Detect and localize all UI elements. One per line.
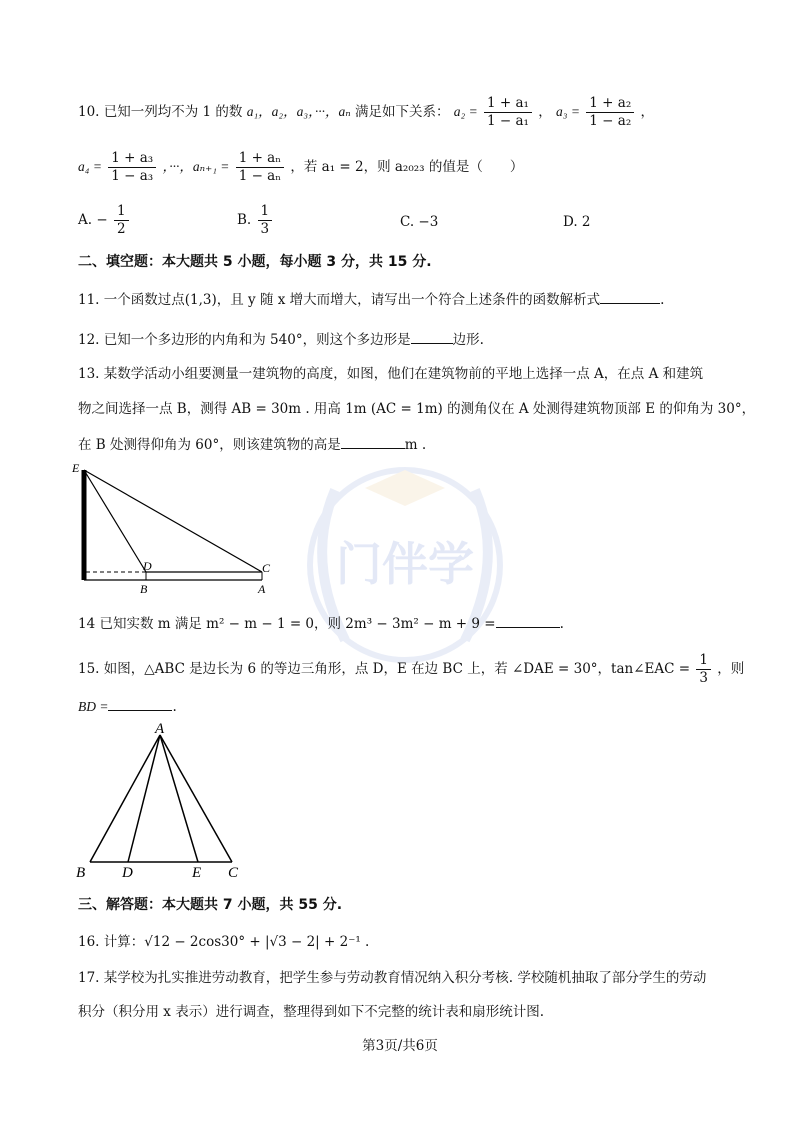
q10-a4-num: 1 + a₃ xyxy=(108,150,156,168)
q10-option-a-sign: − xyxy=(96,212,108,228)
q11: 11. 一个函数过点(1,3)，且 y 随 x 增大而增大，请写出一个符合上述条件的函数解析式 . xyxy=(78,292,665,308)
q13-line3-text: 在 B 处测得仰角为 60°，则该建筑物的高是 xyxy=(78,437,341,453)
q10-a4-lhs: a₄ = xyxy=(78,159,102,174)
q15-tail: ，则 xyxy=(717,661,745,677)
q13-line2: 物之间选择一点 B，测得 AB = 30m . 用高 1m (AC = 1m) 的测角仪在 A 处测得建筑物顶部 E 的仰角为 30°， xyxy=(78,401,756,417)
q15-den: 3 xyxy=(699,670,708,686)
segment-ad xyxy=(128,735,160,862)
label-c: C xyxy=(228,865,239,881)
q15-num: 1 xyxy=(696,652,711,670)
q10-a4-den: 1 − a₃ xyxy=(111,168,154,184)
label-e: E xyxy=(72,461,80,475)
q10-option-a xyxy=(78,203,131,238)
q10-ask: ，若 a₁ = 2，则 a₂₀₂₃ 的值是（ ） xyxy=(290,159,524,175)
side-ab xyxy=(90,735,160,862)
q10-an-fraction xyxy=(236,150,284,185)
q12 xyxy=(78,328,484,348)
q10-a3-lhs: a₃ = xyxy=(556,104,580,119)
q10-an-den: 1 − aₙ xyxy=(238,168,282,184)
q12-tail: 边形. xyxy=(452,332,484,348)
watermark xyxy=(275,450,535,670)
label-e: E xyxy=(192,865,202,881)
figure-triangle xyxy=(70,720,250,885)
label-d: D xyxy=(122,865,133,881)
q15-answer-blank xyxy=(108,697,172,711)
q12-text: 12. 已知一个多边形的内角和为 540°，则这个多边形是 xyxy=(78,332,411,348)
q15-line1 xyxy=(78,652,744,687)
q10-sequence: a₁，a₂，a₃，···，aₙ xyxy=(246,104,351,119)
q10-option-a-label: A. xyxy=(78,212,93,228)
q11-text: 11. 一个函数过点(1,3)，且 y 随 x 增大而增大，请写出一个符合上述条件的函数解析式 xyxy=(78,292,601,308)
q16: 16. 计算：√12 − 2cos30° + |√3 − 2| + 2⁻¹ . xyxy=(78,934,370,950)
q13-line3 xyxy=(78,433,426,453)
q14-text: 14 已知实数 m 满足 m² − m − 1 = 0，则 2m³ − 3m² − m + 9 = xyxy=(78,616,496,632)
label-a: A xyxy=(155,721,165,737)
q10-option-a-fraction xyxy=(114,203,129,238)
q10-option-b-num: 1 xyxy=(258,203,273,221)
side-ac xyxy=(160,735,232,862)
q14-answer-blank xyxy=(496,614,560,628)
q10-option-d: D. 2 xyxy=(563,214,591,230)
q10-a2-fraction xyxy=(484,95,532,130)
q10-an-num: 1 + aₙ xyxy=(236,150,284,168)
q11-answer-blank xyxy=(600,290,660,304)
q17-line1: 17. 某学校为扎实推进劳动教育，把学生参与劳动教育情况纳入积分考核. 学校随机抽取了部分学生的劳动 xyxy=(78,970,707,986)
q10-condition: 满足如下关系： xyxy=(354,104,450,120)
q17-line2: 积分（积分用 x 表示）进行调查，整理得到如下不完整的统计表和扇形统计图. xyxy=(78,1004,544,1020)
label-c: C xyxy=(262,561,271,575)
q10-stem: 10. 已知一列均不为 1 的数 xyxy=(78,104,243,120)
section-2-heading: 二、填空题：本大题共 5 小题，每小题 3 分，共 15 分. xyxy=(78,254,432,270)
q13-line1: 13. 某数学活动小组要测量一建筑物的高度，如图，他们在建筑物前的平地上选择一点 A，在点 A 和建筑 xyxy=(78,366,704,382)
q10-line1: 10. 已知一列均不为 1 的数 a₁，a₂，a₃，···，aₙ 满足如下关系： a₂ = $\frac{\text{1 + a₁}}{\text{1 − a₁}}$ ， a₃ = $\frac{\text{1 + a₂}}{\text{1 − a₂}}$ ， xyxy=(78,95,655,129)
figure-building xyxy=(70,458,280,598)
q10-option-b-label: B. xyxy=(237,212,252,228)
q14: 14 已知实数 m 满足 m² − m − 1 = 0，则 2m³ − 3m² − m + 9 = . xyxy=(78,616,564,632)
label-b: B xyxy=(76,865,86,881)
q10-option-b-fraction xyxy=(258,203,273,238)
q12-answer-blank xyxy=(411,330,453,344)
sight-line-ed xyxy=(84,470,146,572)
q15-fraction xyxy=(696,652,711,687)
q10-option-a-den: 2 xyxy=(116,221,126,237)
q15-bd-label: BD = xyxy=(78,699,109,714)
segment-ae xyxy=(160,735,198,862)
q10-line2 xyxy=(78,150,523,185)
q10-a2-lhs: a₂ = xyxy=(453,104,478,119)
watermark-text: 门伴学 xyxy=(336,539,474,590)
page-footer: 第3页/共6页 xyxy=(362,1038,438,1054)
q15-text: 15. 如图，△ABC 是边长为 6 的等边三角形，点 D，E 在边 BC 上，若 ∠DAE = 30°，tan∠EAC = xyxy=(78,661,691,677)
q13-answer-blank xyxy=(341,435,405,449)
q10-option-a-num: 1 xyxy=(114,203,129,221)
q10-option-b-den: 3 xyxy=(260,221,270,237)
q10-option-c: C. −3 xyxy=(400,214,439,230)
label-d: D xyxy=(143,559,152,573)
q10-a3-den: 1 − a₂ xyxy=(589,113,632,129)
q10-a2-den: 1 − a₁ xyxy=(487,113,529,129)
label-a: A xyxy=(258,582,266,596)
q15-line2: BD = . xyxy=(78,699,177,715)
q10-a3-num: 1 + a₂ xyxy=(586,95,634,113)
q10-option-b xyxy=(237,203,274,238)
q10-an-lhs: ，···，aₙ₊₁ = xyxy=(162,159,230,174)
q10-a3-fraction xyxy=(586,95,634,130)
label-b: B xyxy=(140,582,148,596)
section-3-heading: 三、解答题：本大题共 7 小题，共 55 分. xyxy=(78,897,343,913)
q10-a4-fraction xyxy=(108,150,156,185)
sight-line-ec xyxy=(84,470,262,572)
q10-a2-num: 1 + a₁ xyxy=(484,95,532,113)
q13-unit: m . xyxy=(404,437,427,453)
